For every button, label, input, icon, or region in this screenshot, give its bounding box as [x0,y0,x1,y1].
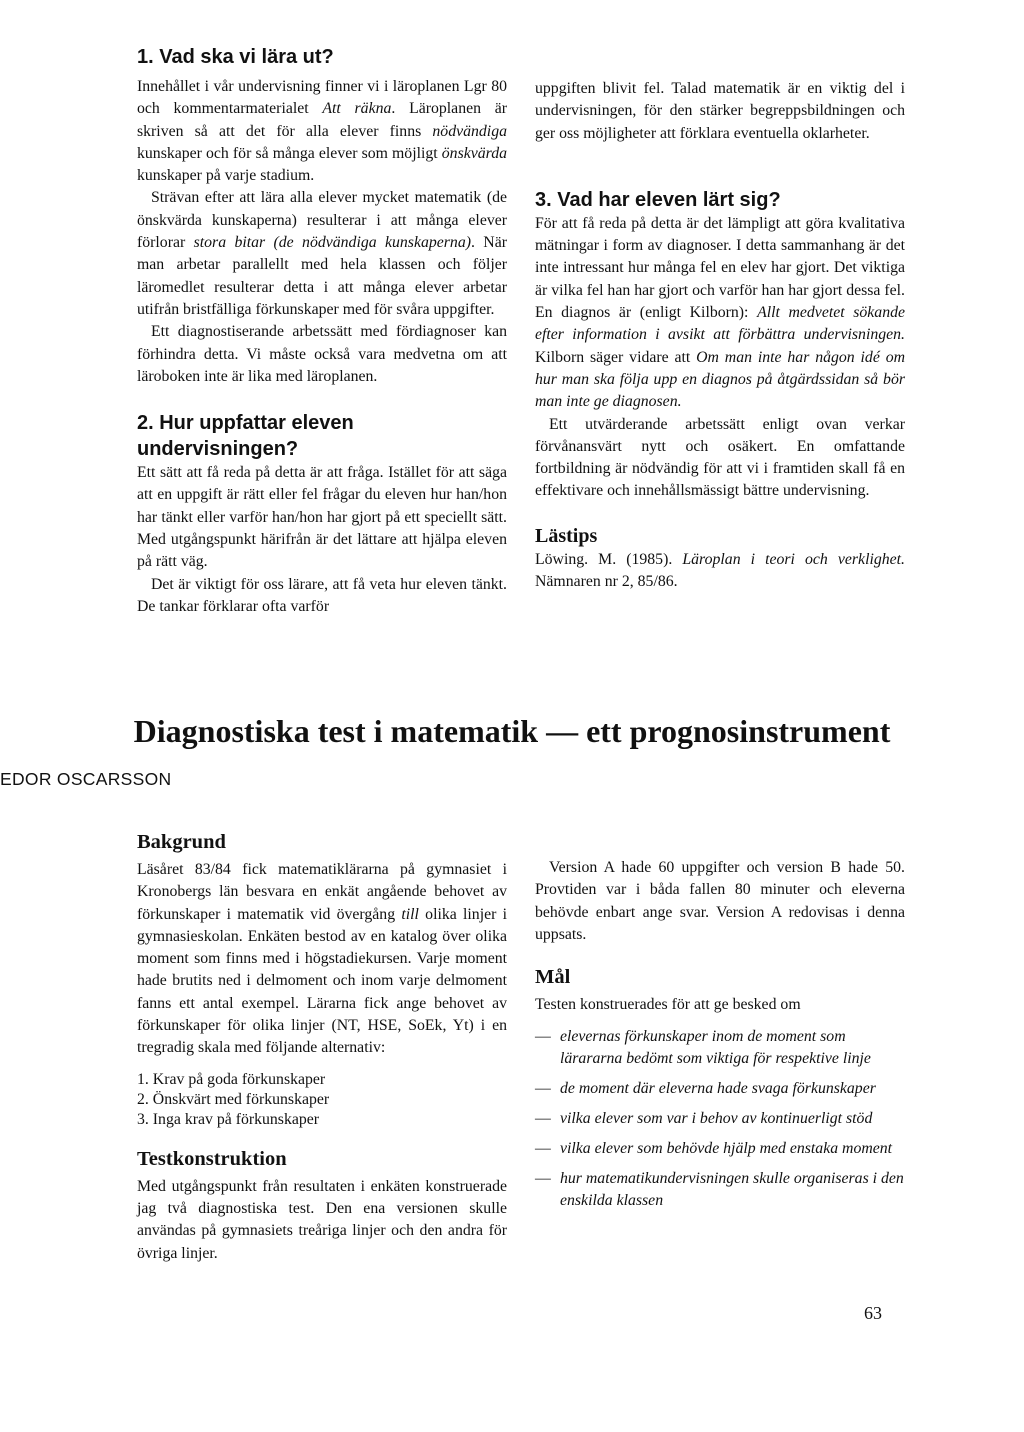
list-item: 2. Önskvärt med förkunskaper [137,1090,330,1108]
paragraph: Ett utvärderande arbetssätt enligt ovan verkar förvånansvärt nytt och osäkert. En omfattande fortbildning är nödvändig för att vi i framtiden skall få en effektivare och innehållsmässigt bättre undervisning. [535,415,905,500]
paragraph: uppgiften blivit fel. Talad matematik är en viktig del i undervisningen, för den stärker begreppsbildningen och ger oss möjligheter att förklara eventuella oklarheter. [535,80,905,142]
list-item: — hur matematikundervisningen skulle organiseras i den enskilda klassen [535,1168,905,1212]
alternatives-list [137,1070,507,1130]
list-item: 1. Krav på goda förkunskaper [137,1070,326,1088]
list-item: — vilka elever som var i behov av kontinuerligt stöd [535,1108,905,1130]
testkonstruktion-heading: Testkonstruktion [137,1147,287,1170]
section-heading-1: 1. Vad ska vi lära ut? [137,46,334,68]
page-number: 63 [864,1303,882,1323]
column-bottom-left [137,829,507,1265]
reference: Löwing. M. (1985). Läroplan i teori och verklighet. Nämnaren nr 2, 85/86. [535,550,905,591]
bakgrund-heading: Bakgrund [137,831,226,853]
author-name: EDOR OSCARSSON [0,769,172,789]
goals-list [535,1026,905,1212]
column-bottom-right [535,857,905,1220]
list-item: — elevernas förkunskaper inom de moment som lärararna bedömt som viktiga för respektive linje [535,1026,905,1070]
paragraph: Innehållet i vår undervisning finner vi i läroplanen Lgr 80 och kommentarmaterialet Att räkna. Läroplanen är skriven så att det för alla elever finns nödvändiga kunskaper och för så många elever som möjligt önskvärda kunskaper på varje stadium. [137,78,507,185]
column-top-right [535,78,905,593]
paragraph: Det är viktigt för oss lärare, att få veta hur eleven tänkt. De tankar förklarar ofta varför [137,575,507,615]
paragraph: Version A hade 60 uppgifter och version B hade 50. Provtiden var i båda fallen 80 minuter och eleverna behövde enbart ange svar. Version A redovisas i denna uppsats. [535,859,905,943]
paragraph: Ett diagnostiserande arbetssätt med fördiagnoser kan förhindra detta. Vi måste också vara medvetna om att läroboken inte är lika med läroplanen. [137,323,507,385]
column-top-left [137,44,507,618]
paragraph: Med utgångspunkt från resultaten i enkäten konstruerade jag två diagnostiska test. Den ena versionen skulle användas på gymnasiets treåriga linjer och den andra för övriga linjer. [137,1177,507,1262]
lastips-heading: Lästips [535,524,598,547]
paragraph: Ett sätt att få reda på detta är att fråga. Istället för att säga att en uppgift är rätt eller fel frågar du eleven hur han/hon har tänkt eller varför han/hon har gjort på ett speciellt sätt. Med utgångspunkt härifrån är det lättare att hjälpa eleven på rätt väg. [137,464,507,571]
paragraph: Läsåret 83/84 fick matematiklärarna på gymnasiet i Kronobergs län besvara en enkät angående behovet av förkunskaper i matematik vid övergång till olika linjer i gymnasieskolan. Enkäten bestod av en katalog över olika moment som finns med i högstadiekursen. Varje moment hade brutits ned i delmoment och inom varje delmoment fanns ett antal exempel. Lärarna fick ange behovet av förkunskaper för olika linjer (NT, HSE, SoEk, Yt) i en tregradig skala med följande alternativ: [137,861,507,1057]
list-item: 3. Inga krav på förkunskaper [137,1110,320,1128]
article-title: Diagnostiska test i matematik — ett prognosinstrument [133,713,891,749]
mal-heading: Mål [535,966,571,989]
section-heading-2: 2. Hur uppfattar eleven undervisningen? [137,412,354,461]
paragraph: För att få reda på detta är det lämpligt att göra kvalitativa mätningar i form av diagnoser. I detta sammanhang är det inte intressant hur många fel en elev har gjort. Det viktiga är vilka fel han har gjort och varför han har gjort dessa fel. En diagnos är (enligt Kilborn): Allt medvetet sökande efter information i avsikt att förbättra undervisningen. Kilborn säger vidare att Om man inte har någon idé om hur man ska följa upp en diagnos på åtgärdssidan så bör man inte ge diagnosen. [535,214,906,411]
paragraph: Testen konstruerades för att ge besked om [535,996,801,1014]
paragraph: Strävan efter att lära alla elever mycket matematik (de önskvärda kunskaperna) resulterar i att många elever förlorar stora bitar (de nödvändiga kunskaperna). När man arbetar parallellt med hela klassen och följer läromedlet resulterar detta i att många elever arbetar utifrån bristfälliga förkunskaper med för svåra uppgifter. [137,189,507,318]
section-heading-3: 3. Vad har eleven lärt sig? [535,188,781,211]
list-item: — de moment där eleverna hade svaga förkunskaper [535,1078,905,1100]
list-item: — vilka elever som behövde hjälp med enstaka moment [535,1138,905,1160]
